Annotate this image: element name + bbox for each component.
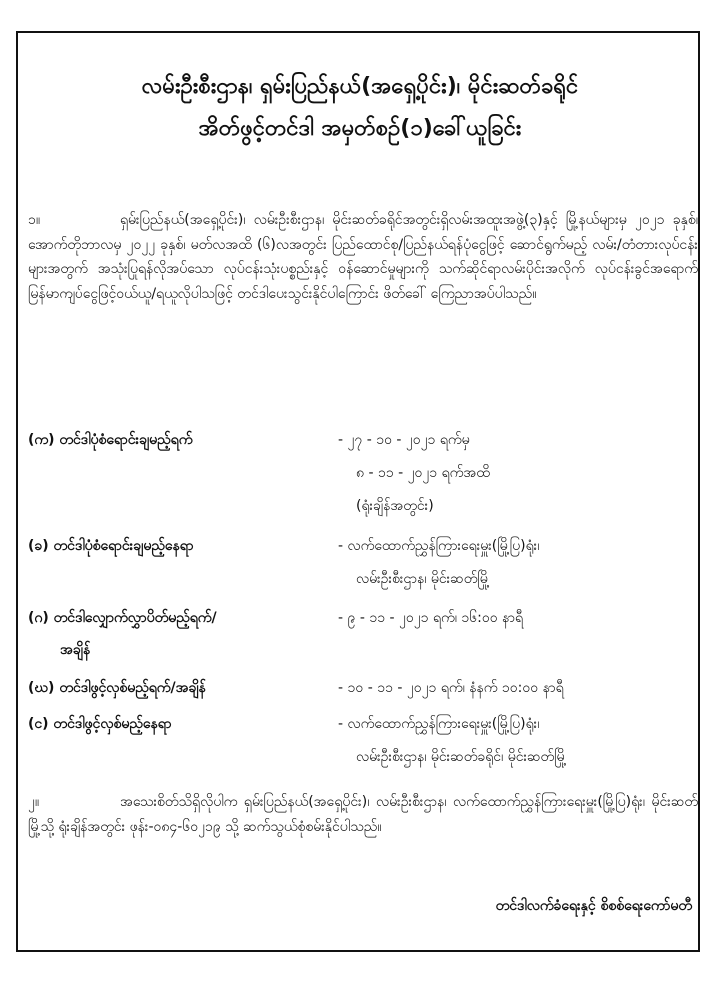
item-opening-place-cont: လမ်းဦးစီးဌာန၊ မိုင်းဆတ်ခရိုင်၊ မိုင်းဆတ်မြို့ — [356, 749, 567, 765]
item-sale-place-cont: လမ်းဦးစီးဌာန၊ မိုင်းဆတ်မြို့ — [356, 571, 490, 587]
paragraph-2 — [28, 790, 698, 839]
item-closing-date-label: (ဂ) တင်ဒါလျှောက်လွှာပိတ်မည့်ရက်/ — [28, 610, 217, 626]
item-sale-date-value: - ၂၇ - ၁၀ - ၂၀၂၁ ရက်မှ — [338, 432, 470, 448]
paragraph-2-text: အသေးစိတ်သိရှိလိုပါက ရှမ်းပြည်နယ်(အရှေ့ပိုင်း)၊ လမ်းဦးစီးဌာန၊ လက်ထောက်ညွှန်ကြားရေးမှူး(မြို့ပြ)ရုံး၊ မိုင်းဆတ်မြို့သို့ ရုံးချိန်အတွင်း ဖုန်း-၀၈၄-၆၀၂၁၉ သို့ ဆက်သွယ်စုံစမ်းနိုင်ပါသည်။ — [28, 794, 698, 835]
item-opening-date-value: - ၁၀ - ၁၁ - ၂၀၂၁ ရက်၊ နံနက် ၁၀:၀၀ နာရီ — [338, 680, 564, 696]
item-sale-date-end: ၈ - ၁၁ - ၂၀၂၁ ရက်အထိ — [356, 465, 490, 481]
item-closing-date-value: - ၉ - ၁၁ - ၂၀၂၁ ရက်၊ ၁၆:၀၀ နာရီ — [338, 610, 524, 626]
paragraph-1-number: ၁။ — [28, 212, 41, 228]
paragraph-2-number: ၂။ — [28, 794, 40, 810]
item-sale-date-hours: (ရုံးချိန်အတွင်း) — [356, 498, 434, 514]
item-sale-place-label: (ခ) တင်ဒါပုံစံရောင်းချမည့်နေရာ — [28, 538, 194, 554]
item-sale-date-label: (က) တင်ဒါပုံစံရောင်းချမည့်ရက် — [28, 432, 193, 448]
item-opening-place-label: (င) တင်ဒါဖွင့်လှစ်မည့်နေရာ — [28, 716, 172, 732]
item-closing-date-label-cont: အချိန် — [60, 642, 91, 658]
notice-title-line-2: အိတ်ဖွင့်တင်ဒါ အမှတ်စဉ်(၁)ခေါ်ယူခြင်း — [198, 116, 522, 141]
paragraph-1 — [28, 208, 698, 306]
committee-signature: တင်ဒါလက်ခံရေးနှင့် စိစစ်ရေးကော်မတီ — [495, 898, 692, 914]
notice-title-line-1: လမ်းဦးစီးဌာန၊ ရှမ်းပြည်နယ်(အရှေ့ပိုင်း)၊ မိုင်းဆတ်ခရိုင် — [141, 74, 579, 99]
item-opening-date-label: (ဃ) တင်ဒါဖွင့်လှစ်မည့်ရက်/အချိန် — [28, 680, 206, 696]
paragraph-1-text: ရှမ်းပြည်နယ်(အရှေ့ပိုင်း)၊ လမ်းဦးစီးဌာန၊ မိုင်းဆတ်ခရိုင်အတွင်းရှိလမ်းအထူးအဖွဲ့(၃)နှင့် မြို့နယ်များမှ ၂၀၂၁ ခုနှစ်၊ အောက်တိုဘာလမှ ၂၀၂၂ ခုနှစ်၊ မတ်လအထိ (၆)လအတွင်း ပြည်ထောင်စု/ပြည်နယ်ရန်ပုံငွေဖြင့် ဆောင်ရွက်မည့် လမ်း/တံတားလုပ်ငန်းများအတွက် အသုံးပြုရန်လိုအပ်သော လုပ်ငန်းသုံးပစ္စည်းနှင့် ဝန်ဆောင်မှုများကို သက်ဆိုင်ရာလမ်းပိုင်းအလိုက် လုပ်ငန်းခွင်အရောက် မြန်မာကျပ်ငွေဖြင့်ဝယ်ယူ/ရယူလိုပါသဖြင့် တင်ဒါပေးသွင်းနိုင်ပါကြောင်း ဖိတ်ခေါ် ကြေညာအပ်ပါသည်။ — [28, 212, 698, 302]
item-opening-place-value: - လက်ထောက်ညွှန်ကြားရေးမှူး(မြို့ပြ)ရုံး၊ — [338, 716, 540, 732]
item-sale-place-value: - လက်ထောက်ညွှန်ကြားရေးမှူး(မြို့ပြ)ရုံး၊ — [338, 538, 540, 554]
